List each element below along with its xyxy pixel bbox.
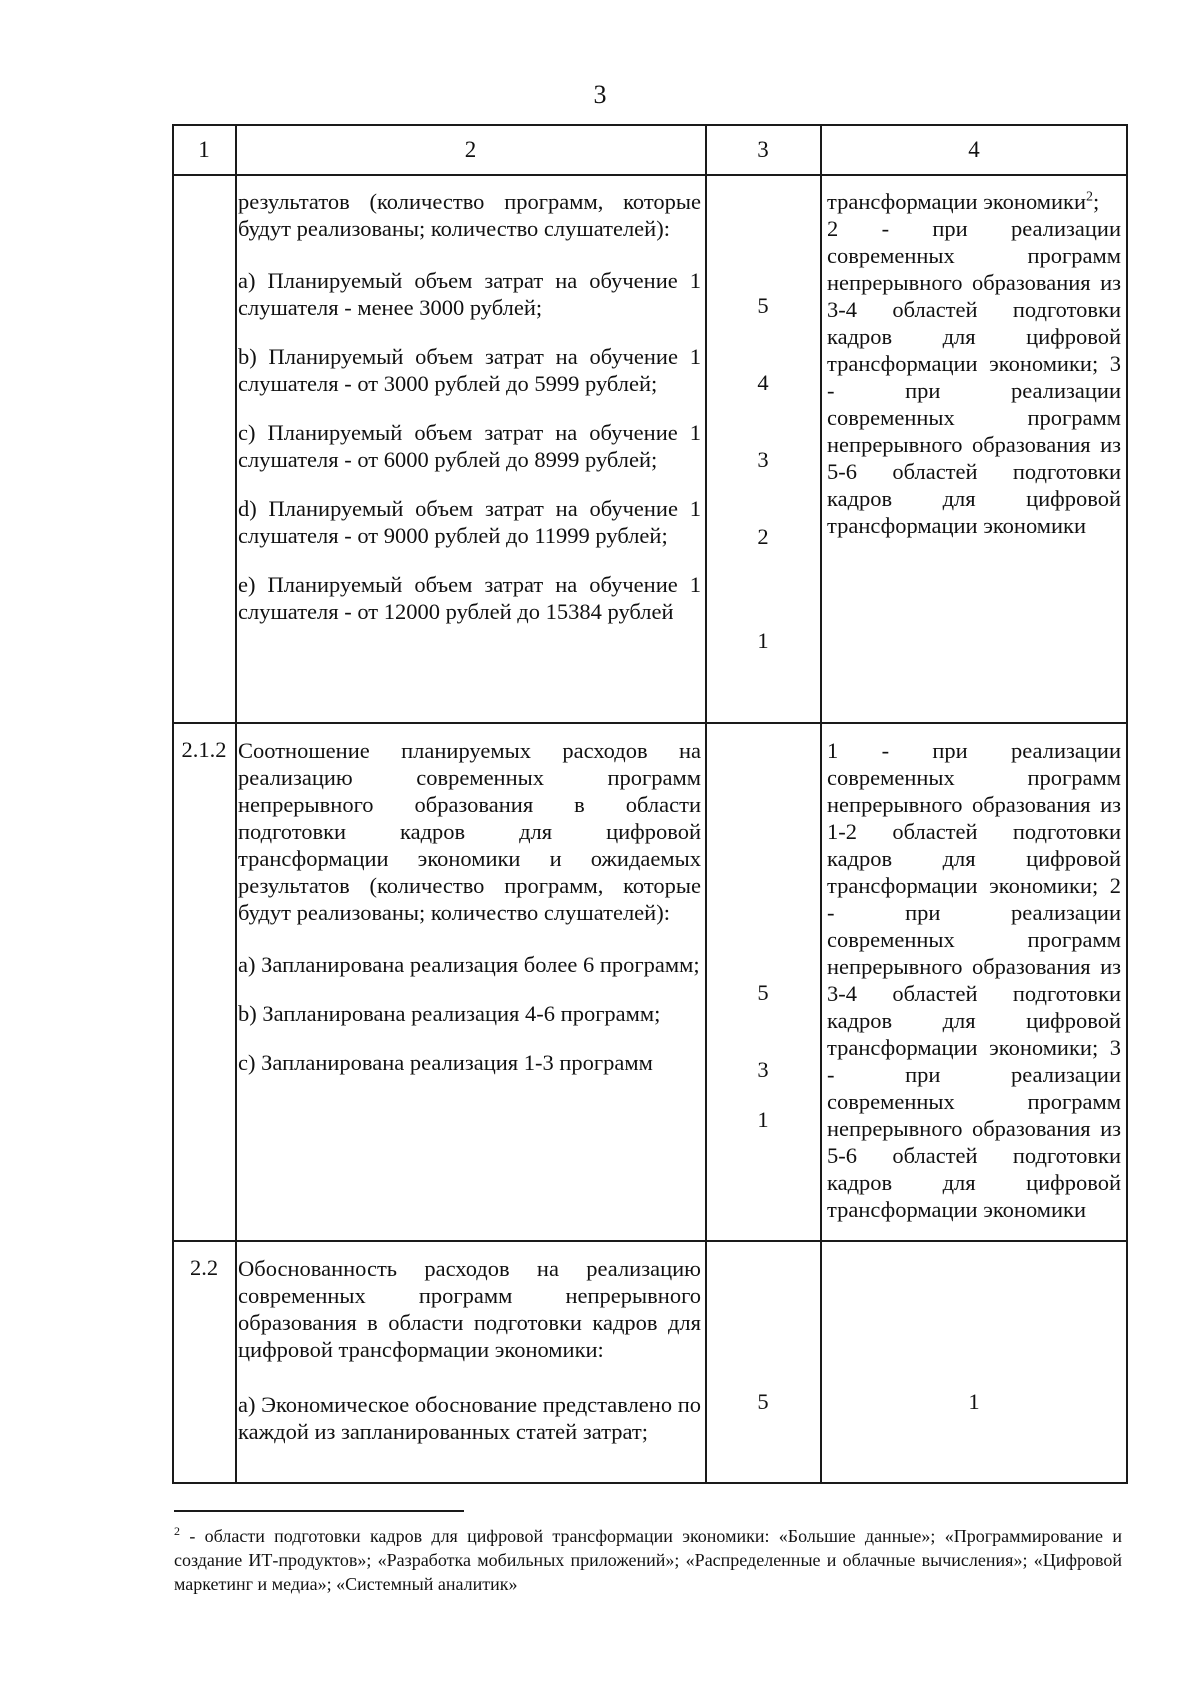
row-a-intro: результатов (количество программ, которые будут реализованы; количество слушателей): (238, 189, 701, 241)
row-a-col4 (827, 188, 1121, 539)
table-border-bottom (172, 1482, 1128, 1484)
row-212-item-c: c) Запланирована реализация 1-3 программ (238, 1050, 653, 1075)
row-a-item-d: d) Планируемый объем затрат на обучение 1 слушателя - от 9000 рублей до 11999 рублей; (238, 496, 701, 548)
row-a-col4-part3: 2 - при реализации современных программ непрерывного образования из 3-4 областей подготовки кадров для цифровой трансформации экономики; 3 - при реализации современных программ непрерывного образования из 5-6 областей подготовки кадров для цифровой трансформации экономики (827, 216, 1121, 538)
row-212-item-b: b) Запланирована реализация 4-6 программ; (238, 1001, 661, 1026)
column-divider-3 (820, 124, 822, 1482)
row-22-score-a: 5 (757, 1389, 769, 1414)
header-divider (172, 174, 1128, 176)
row-a-item-a: a) Планируемый объем затрат на обучение 1 слушателя - менее 3000 рублей; (238, 268, 701, 320)
row-a-score-c: 3 (757, 447, 769, 472)
row-212-score-a: 5 (757, 980, 769, 1005)
row-212-col2 (238, 737, 701, 1076)
row-a-item-e: e) Планируемый объем затрат на обучение 1 слушателя - от 12000 рублей до 15384 рублей (238, 572, 701, 624)
row-22-item-a: a) Экономическое обоснование представлено по каждой из запланированных статей затрат; (238, 1392, 701, 1444)
row-22-col2 (238, 1255, 701, 1445)
row-212-number: 2.1.2 (181, 737, 227, 762)
column-divider-2 (705, 124, 707, 1482)
row-212-intro: Соотношение планируемых расходов на реализацию современных программ непрерывного образования в области подготовки кадров для цифровой трансформации экономики и ожидаемых результатов (количество программ, которые будут реализованы; количество слушателей): (238, 738, 701, 925)
header-col-4: 4 (968, 137, 980, 162)
row-212-col4: 1 - при реализации современных программ непрерывного образования из 1-2 областей подготовки кадров для цифровой трансформации экономики; 2 - при реализации современных программ непрерывного образования из 3-4 областей подготовки кадров для цифровой трансформации экономики; 3 - при реализации современных программ непрерывного образования из 5-6 областей подготовки кадров для цифровой трансформации экономики (827, 738, 1121, 1222)
header-col-1: 1 (198, 137, 210, 162)
row-a-score-a: 5 (757, 293, 769, 318)
row-22-col4: 1 (968, 1389, 980, 1414)
table-border-right (1126, 124, 1128, 1482)
row-212-score-c: 1 (757, 1107, 769, 1132)
row-22-intro: Обоснованность расходов на реализацию современных программ непрерывного образования в области подготовки кадров для цифровой трансформации экономики: (238, 1256, 701, 1362)
row-a-score-d: 2 (757, 524, 769, 549)
row-a-col4-part2: ; (1093, 189, 1100, 214)
row-a-item-b: b) Планируемый объем затрат на обучение 1 слушателя - от 3000 рублей до 5999 рублей; (238, 344, 701, 396)
table-border-top (172, 124, 1128, 126)
row-divider-2 (172, 1240, 1128, 1242)
footnote-rule (174, 1510, 464, 1512)
row-a-col4-part1: трансформации экономики (827, 189, 1087, 214)
row-a-score-b: 4 (757, 370, 769, 395)
column-divider-1 (235, 124, 237, 1482)
row-divider-1 (172, 722, 1128, 724)
row-22-number: 2.2 (189, 1255, 219, 1280)
row-a-score-e: 1 (757, 628, 769, 653)
footnote-mark: 2 (174, 1524, 180, 1538)
row-a-item-c: c) Планируемый объем затрат на обучение 1 слушателя - от 6000 рублей до 8999 рублей; (238, 420, 701, 472)
row-212-score-b: 3 (757, 1057, 769, 1082)
page-number: 3 (593, 80, 607, 109)
footnote (174, 1524, 1122, 1596)
row-212-item-a: a) Запланирована реализация более 6 программ; (238, 952, 700, 977)
row-a-col2 (238, 188, 701, 625)
footnote-ref: 2 (1086, 189, 1094, 205)
header-col-2: 2 (464, 137, 477, 162)
header-col-3: 3 (757, 137, 769, 162)
footnote-text: - области подготовки кадров для цифровой трансформации экономики: «Большие данные»; «Программирование и создание ИТ-продуктов»; «Разработка мобильных приложений»; «Распределенные и облачные вычисления»; «Цифровой маркетинг и медиа»; «Системный аналитик» (174, 1526, 1122, 1594)
